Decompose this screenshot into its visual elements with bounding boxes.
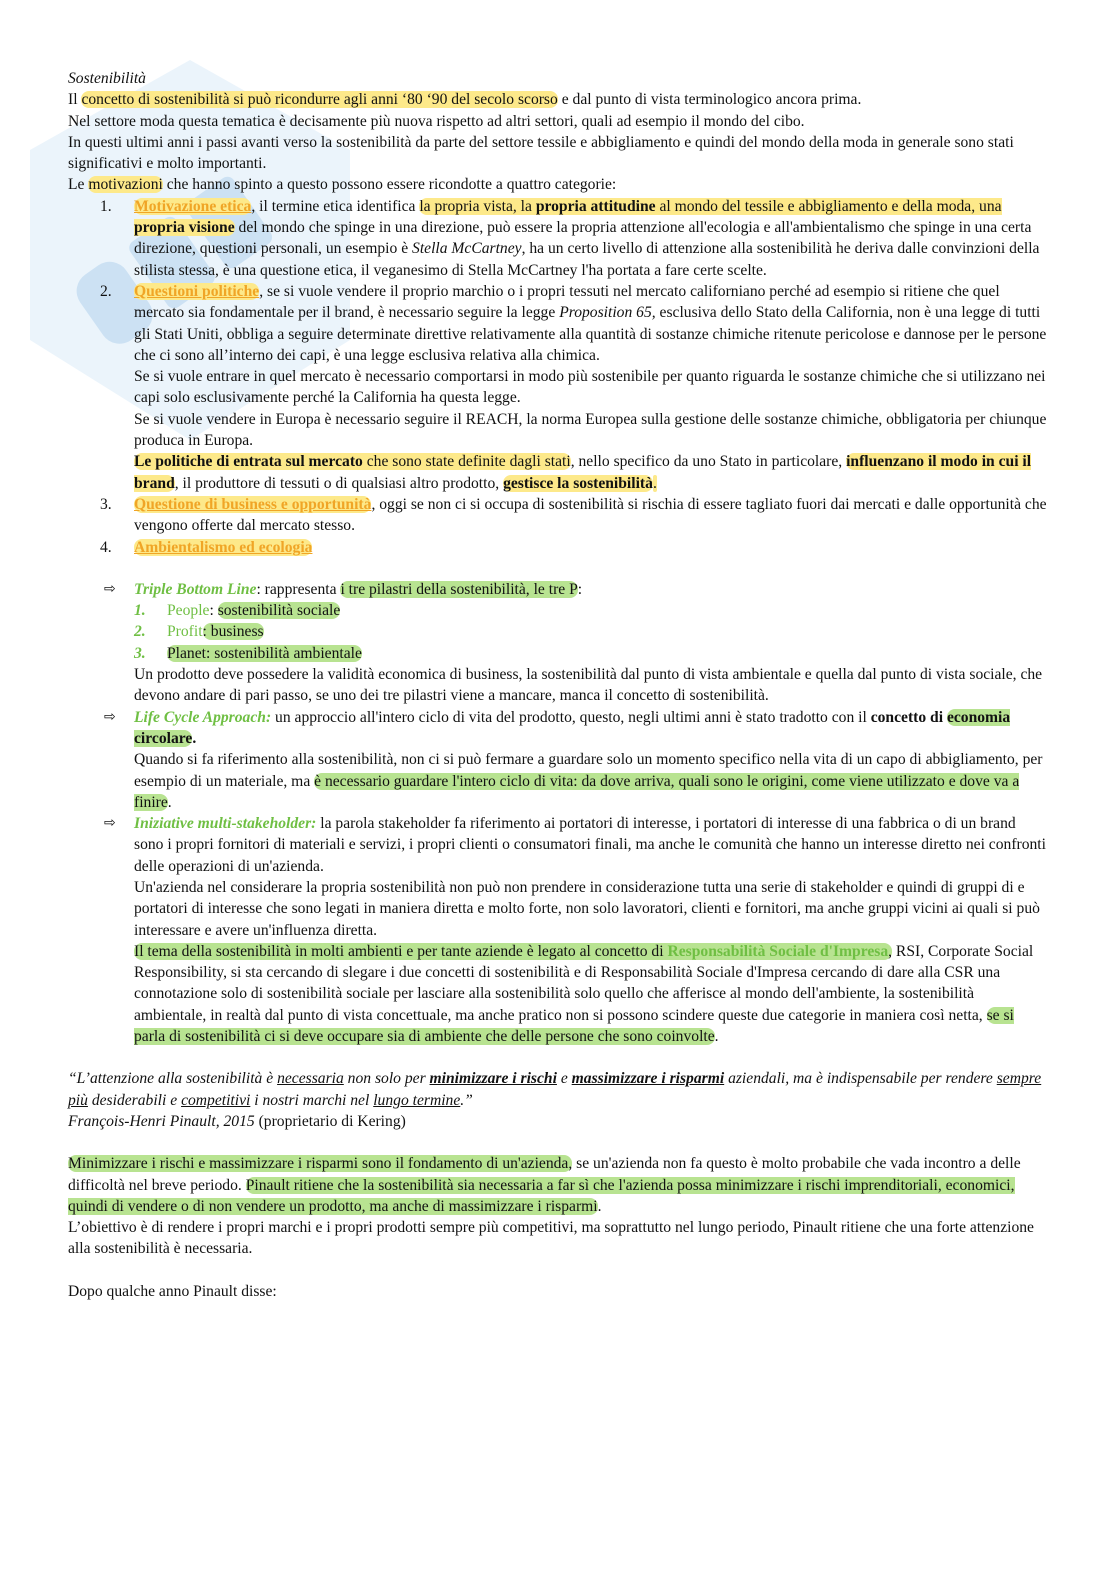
- arrow-right-icon: ⇨: [104, 815, 116, 832]
- iniziative-multi-stakeholder: ⇨ Iniziative multi-stakeholder: la parola stakeholder fa riferimento ai portatori di interesse, i portatori di interesse di una fabbrica o di un brand sono i propri fornitori di materiali e servizi, i propri clienti o consumatori finali, ma anche le comunità che hanno un interesse diretto nei confronti delle operazioni di un'azienda. Un'azienda nel considerare la propria sostenibilità non può non prendere in considerazione tutta una serie di stakeholder e quindi di gruppi di e portatori di interesse che sono legati in maniera diretta e molto forte, non solo lavoratori, clienti e fornitori, ma anche gruppi vicini ai quali si può interessare e avere un'influenza diretta. Il tema della sostenibilità in molti ambienti e per tante aziende è legato al concetto di Responsabilità Sociale d'Impresa, RSI, Corporate Social Responsibility, si sta cercando di slegare i due concetti di sostenibilità e di Responsabilità Sociale d'Impresa cercando di dare alla CSR una connotazione solo di sostenibilità sociale per lasciare alla sostenibilità solo quello che afferisce al mondo dell'ambiente, la sostenibilità ambientale, in realtà dal punto di vista concettuale, ma anche pratico non si possono scindere queste due categorie in maniera così netta, se si parla di sostenibilità ci si deve occupare sia di ambiente che delle persone che sono coinvolte.: [104, 815, 1046, 1046]
- motivations-list: [68, 196, 1048, 558]
- item-label: Ambientalismo ed ecologia: [134, 538, 313, 556]
- item-label: Questioni politiche: [134, 282, 260, 300]
- section-title: Sostenibilità: [68, 70, 146, 87]
- item-label: Questione di business e opportunità: [134, 495, 372, 513]
- outro-paragraph-1: Minimizzare i rischi e massimizzare i risparmi sono il fondamento di un'azienda, se un'azienda non fa questo è molto probabile che vada incontro a delle difficoltà nel breve periodo. Pinault ritiene che la sostenibilità sia necessaria a far sì che l'azienda possa minimizzare i rischi imprenditoriali, economici, quindi di vendere o di non vendere un prodotto, ma anche di massimizzare i risparmi.: [68, 1155, 1021, 1215]
- list-item-business: 3. Questione di business e opportunità, oggi se non ci si occupa di sostenibilità si rischia di essere tagliato fuori dai mercati e dalle opportunità che vengono offerte dal mercato stesso.: [100, 495, 1047, 535]
- arrow-right-icon: ⇨: [104, 580, 116, 597]
- intro-paragraph-1: Il concetto di sostenibilità si può ricondurre agli anni ‘80 ‘90 del secolo scorso e dal punto di vista terminologico ancora prima.: [68, 91, 862, 109]
- list-item: 1. People: sostenibilità sociale: [134, 602, 341, 620]
- quote-author: François-Henri Pinault, 2015 (proprietario di Kering): [68, 1112, 406, 1130]
- triple-bottom-line: ⇨ Triple Bottom Line: rappresenta i tre pilastri della sostenibilità, le tre P:: [68, 579, 1048, 600]
- list-item-ambientalismo: 4. Ambientalismo ed ecologia: [100, 538, 313, 556]
- item-label: Motivazione etica: [134, 197, 252, 215]
- list-item: 2. Profit: business: [134, 623, 264, 641]
- life-cycle-approach: ⇨ Life Cycle Approach: un approccio all'intero ciclo di vita del prodotto, questo, negli ultimi anni è stato tradotto con il concetto di economia circolare. Quando si fa riferimento alla sostenibilità, non ci si può fermare a guardare solo un momento specifico nella vita di un capo di abbigliamento, per esempio di un materiale, ma è necessario guardare l'intero ciclo di vita: da dove arriva, quali sono le origini, come viene utilizzato e dove va a finire.: [104, 708, 1043, 811]
- list-item-motivazione-etica: 1. Motivazione etica, il termine etica identifica la propria vista, la propria attitudine al mondo del tessile e abbigliamento e della moda, una propria visione del mondo che spinge in una direzione, può essere la propria attenzione all'ecologia e all'ambientalismo che spinge in una certa direzione, questioni personali, un esempio è Stella McCartney, ha un certo livello di attenzione alla sostenibilità he deriva dalle convinzioni della stilista stessa, è una questione etica, il veganesimo di Stella McCartney l'ha portata a fare certe scelte.: [100, 197, 1040, 279]
- intro-paragraph-4: Le motivazioni che hanno spinto a questo possono essere ricondotte a quattro categorie:: [68, 176, 617, 194]
- document-page: [68, 68, 1048, 1302]
- list-item-questioni-politiche: 2. Questioni politiche, se si vuole vendere il proprio marchio o i propri tessuti nel mercato californiano perché ad esempio si ritiene che quel mercato sia fondamentale per il brand, è necessario seguire la legge Proposition 65, esclusiva dello Stato della California, non è una legge di tutti gli Stati Uniti, obbliga a seguire determinate direttive relativamente alla quantità di sostanze chimiche ritenute pericolose e dannose per le persone che ci sono all’interno dei capi, è una legge esclusiva relativa alla chimica. Se si vuole entrare in quel mercato è necessario comportarsi in modo più sostenibile per quanto riguarda le sostanze chimiche che si utilizzano nei capi solo esclusivamente perché la California ha questa legge. Se si vuole vendere in Europa è necessario seguire il REACH, la norma Europea sulla gestione delle sostanze chimiche, obbligatoria per chiunque produca in Europa. Le politiche di entrata sul mercato che sono state definite dagli stati, nello specifico da uno Stato in particolare, influenzano il modo in cui il brand, il produttore di tessuti o di qualsiasi altro prodotto, gestisce la sostenibilità.: [100, 282, 1047, 492]
- tbl-paragraph: Un prodotto deve possedere la validità economica di business, la sostenibilità dal punto di vista ambientale e quella dal punto di vista sociale, che devono andare di pari passo, se uno dei tre pilastri viene a mancare, manca il concetto di sostenibilità.: [134, 666, 1043, 705]
- list-item: 3. Planet: sostenibilità ambientale: [134, 644, 362, 662]
- arrow-right-icon: ⇨: [104, 708, 116, 725]
- intro-paragraph-3: In questi ultimi anni i passi avanti verso la sostenibilità da parte del settore tessile e abbigliamento e quindi del mondo della moda in generale sono stati significativi e molto importanti.: [68, 133, 1014, 173]
- pinault-quote: “L’attenzione alla sostenibilità è necessaria non solo per minimizzare i rischi e massimizzare i risparmi aziendali, ma è indispensabile per rendere sempre più desiderabili e competitivi i nostri marchi nel lungo termine.”: [68, 1070, 1042, 1109]
- outro-paragraph-3: Dopo qualche anno Pinault disse:: [68, 1282, 277, 1300]
- tre-p-list: [68, 600, 1048, 664]
- intro-paragraph-2: Nel settore moda questa tematica è decisamente più nuova rispetto ad altri settori, quali ad esempio il mondo del cibo.: [68, 112, 805, 130]
- outro-paragraph-2: L’obiettivo è di rendere i propri marchi e i propri prodotti sempre più competitivi, ma soprattutto nel lungo periodo, Pinault ritiene che una forte attenzione alla sostenibilità è necessaria.: [68, 1219, 1034, 1258]
